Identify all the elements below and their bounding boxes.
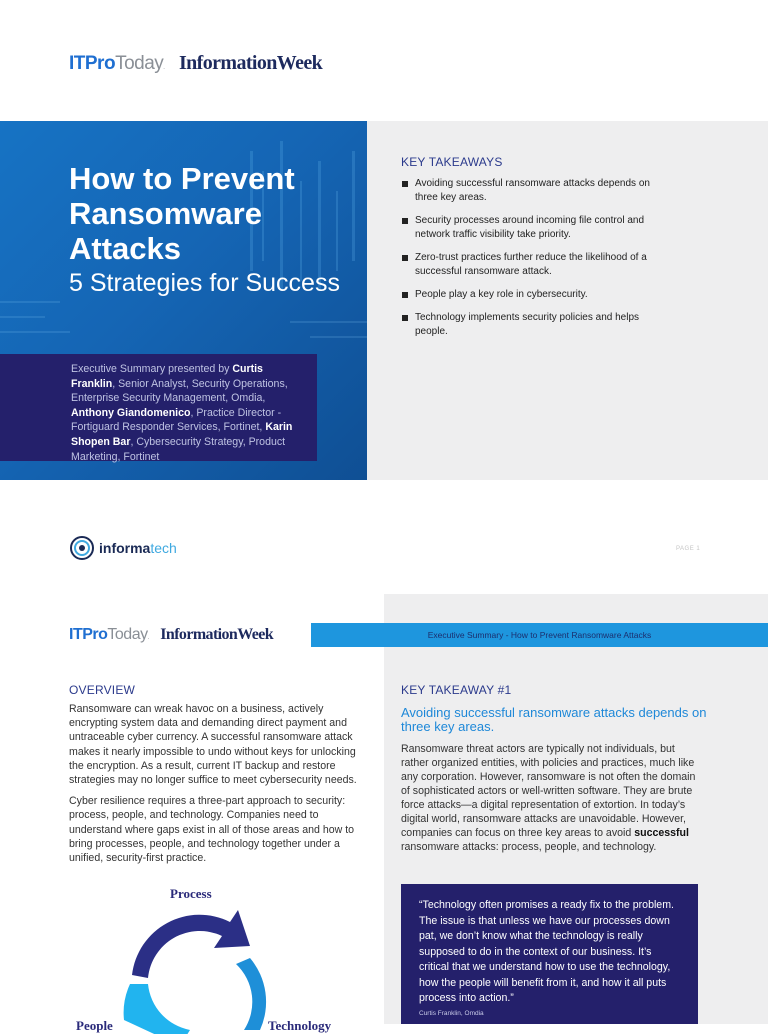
process-arrow (132, 910, 250, 978)
overview-paragraph: Cyber resilience requires a three-part approach to security: process, people, and technology. Companies need to understand where gaps exist in all of those areas and how to bring processes, people, and technology together under a unified, security-first practice. (69, 795, 355, 865)
key-takeaways-panel (367, 121, 768, 480)
banner-title: Executive Summary - How to Prevent Ransomware Attacks (427, 630, 652, 640)
process-people-technology-cycle (60, 880, 370, 1033)
key-takeaway-1-subhead: Avoiding successful ransomware attacks depends on three key areas. (401, 705, 707, 734)
key-takeaways-list (401, 177, 651, 339)
list-item (401, 251, 651, 279)
overview-body (69, 702, 361, 872)
cover-subtitle: 5 Strategies for Success (69, 269, 340, 297)
header-logos (69, 626, 273, 644)
list-item (401, 177, 651, 205)
informationweek-logo: InformationWeek (160, 626, 274, 643)
cycle-arrows-icon (60, 880, 370, 1030)
body-text: Ransomware threat actors are typically not individuals, but rather organized entities, with policies and practices, much like any corporation. However, ransomware is not often the domain of sophisticated actors or well-written software. They are brute force attacks—a digital representation of extortion. In today’s digital world, ransomware attacks are unavoidable. However, companies can focus on three key areas to avoid (401, 743, 696, 839)
executive-summary-credits (71, 362, 309, 464)
cover-hero (0, 121, 367, 480)
itpro-logo: ITPro (69, 626, 108, 643)
informa-wordmark: informa (99, 540, 151, 556)
square-bullet-icon (402, 181, 408, 187)
itpro-logo-mark: . (163, 65, 165, 71)
key-takeaway-1-body (401, 742, 701, 854)
square-bullet-icon (402, 292, 408, 298)
cycle-label-technology: Technology (268, 1018, 332, 1033)
square-bullet-icon (402, 255, 408, 261)
overview-paragraph: Ransomware can wreak havoc on a business, actively encrypting system data and demanding direct payment and untraceable cyber currency. A successful ransomware attack makes it nearly impossible to undo without keys for unlocking the encryption. As a result, current IT backup and restore strategies may no longer suffice to meet cybersecurity needs. (69, 703, 357, 787)
square-bullet-icon (402, 315, 408, 321)
pull-quote (401, 884, 698, 1024)
presenter-name: Karin Shopen Bar (71, 421, 293, 448)
quote-attribution: Curtis Franklin, Omdia (419, 1009, 484, 1017)
informationweek-logo: InformationWeek (178, 52, 323, 74)
header-logos (69, 52, 322, 75)
takeaway-text: People play a key role in cybersecurity. (415, 289, 588, 300)
informa-tech-logo (69, 535, 177, 561)
informa-orbit-icon (69, 535, 95, 561)
takeaway-text: Technology implements security policies and helps people. (415, 312, 640, 337)
overview-heading: OVERVIEW (69, 683, 136, 697)
section-banner (311, 623, 768, 647)
credit-text: Executive Summary presented by (71, 363, 233, 375)
credit-text: , Senior Analyst, Security Operations, Enterprise Security Management, Omdia, (71, 377, 288, 405)
presenter-name: Anthony Giandomenico (71, 406, 191, 419)
itpro-today-logo: Today (107, 626, 148, 643)
cycle-label-process: Process (170, 886, 212, 901)
itpro-today-logo: Today (115, 53, 164, 74)
body-text: ransomware attacks: process, people, and technology. (401, 841, 657, 853)
list-item (401, 214, 651, 242)
technology-arrow (236, 958, 266, 1030)
credit-text: , Practice Director - Fortiguard Responder Services, Fortinet, (71, 406, 282, 434)
body-emphasis: successful (634, 827, 689, 839)
takeaway-text: Avoiding successful ransomware attacks depends on three key areas. (415, 178, 650, 203)
takeaway-text: Security processes around incoming file control and network traffic visibility take priority. (415, 215, 645, 240)
informa-tech-wordmark: tech (150, 540, 177, 556)
list-item (401, 311, 651, 339)
quote-text: “Technology often promises a ready fix to the problem. The issue is that unless we have our processes down pat, we don’t know what the technology is really supposed to do in the context of our business. It’s critical that we understand how to use the technology, how the people will benefit from it, and how it all puts process into action.” (419, 899, 674, 1004)
cycle-label-people: People (76, 1018, 113, 1033)
list-item (401, 288, 651, 302)
executive-summary-box (0, 354, 317, 461)
credit-text: , Cybersecurity Strategy, Product Marketing, Fortinet (71, 435, 286, 463)
square-bullet-icon (402, 218, 408, 224)
itpro-logo-mark: . (147, 635, 150, 641)
key-takeaway-1-heading: KEY TAKEAWAY #1 (401, 683, 512, 697)
page-number: PAGE 1 (676, 546, 701, 552)
key-takeaways-heading: KEY TAKEAWAYS (401, 155, 503, 169)
people-arrow (124, 984, 190, 1034)
summary-page (0, 592, 768, 1033)
takeaway-text: Zero-trust practices further reduce the likelihood of a successful ransomware attack. (415, 252, 647, 277)
cover-title: How to Prevent Ransomware Attacks (69, 161, 295, 266)
presenter-name: Curtis Franklin (71, 363, 263, 390)
itpro-logo: ITPro (69, 53, 116, 74)
